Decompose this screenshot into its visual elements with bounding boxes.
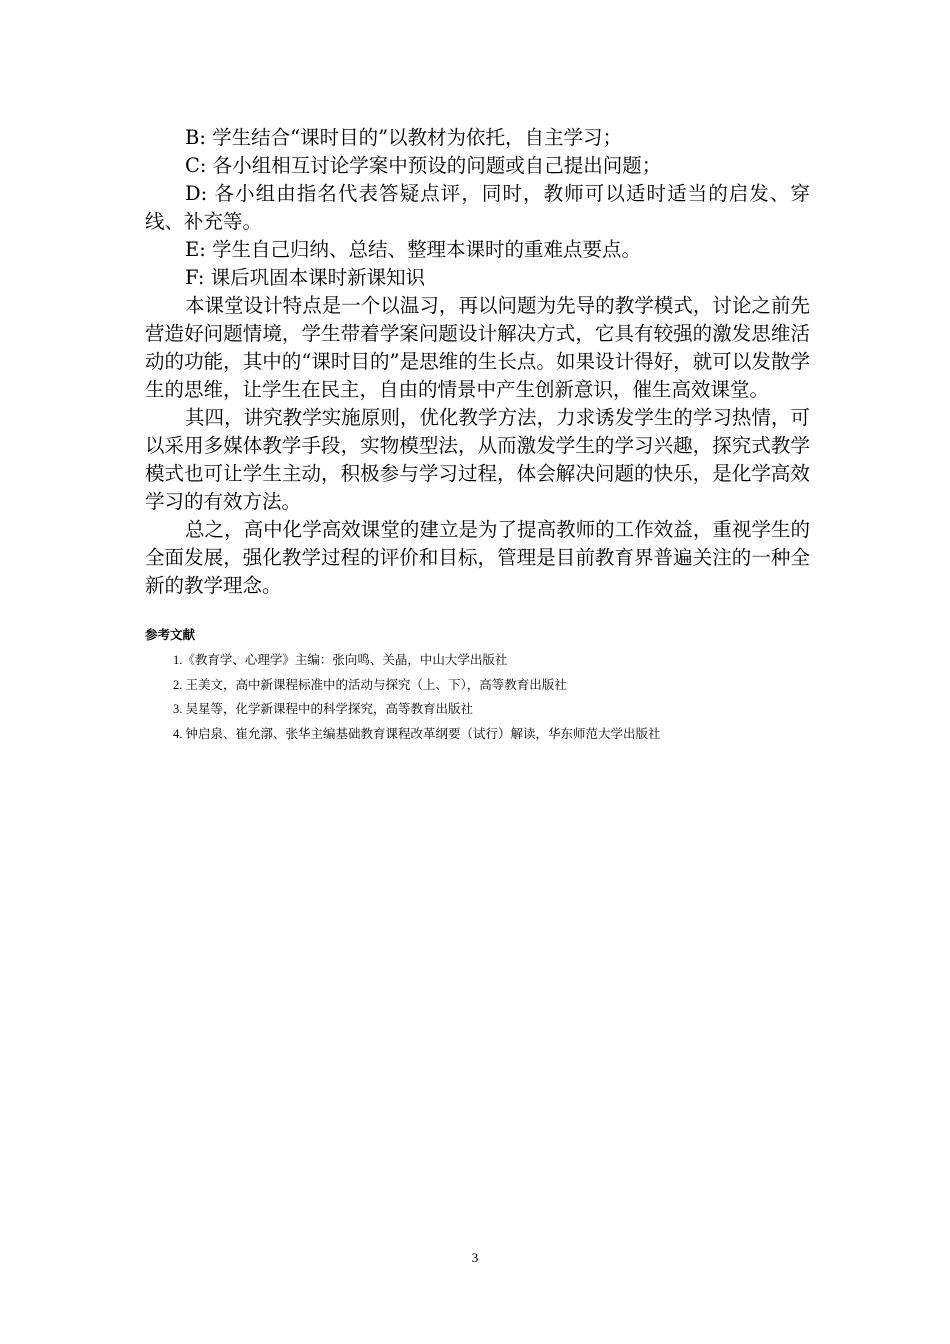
paragraph-step-c: C: 各小组相互讨论学案中预设的问题或自己提出问题； xyxy=(185,154,662,177)
paragraph-principle-four: 其四，讲究教学实施原则，优化教学方法，力求诱发学生的学习热情，可以采用多媒体教学手段，实物模型法，从而激发学生的学习兴趣，探究式教学模式也可让学生主动，积极参与学习过程，体会解决问题的快乐，是化学高效学习的有效方法。 xyxy=(145,406,810,513)
references-section xyxy=(145,626,825,750)
reference-item: 3. 吴星等，化学新课程中的科学探究，高等教育出版社 xyxy=(173,702,474,716)
reference-item: 1.《教育学、心理学》主编：张向鸣、关晶，中山大学出版社 xyxy=(173,653,508,667)
reference-item: 2. 王美文，高中新课程标准中的活动与探究（上、下），高等教育出版社 xyxy=(173,677,567,692)
paragraph-step-f: F: 课后巩固本课时新课知识 xyxy=(185,266,426,289)
reference-item: 4. 钟启泉、崔允漷、张华主编基础教育课程改革纲要（试行）解读，华东师范大学出版社 xyxy=(173,726,661,741)
references-list xyxy=(145,652,825,742)
paragraph-step-e: E: 学生自己归纳、总结、整理本课时的重难点要点。 xyxy=(185,238,642,261)
paragraph-conclusion: 总之，高中化学高效课堂的建立是为了提高教师的工作效益，重视学生的全面发展，强化教学过程的评价和目标，管理是目前教育界普遍关注的一种全新的教学理念。 xyxy=(145,518,810,597)
body-text xyxy=(145,124,810,600)
paragraph-step-b: B: 学生结合“课时目的”以教材为依托，自主学习； xyxy=(185,126,623,149)
paragraph-step-d: D: 各小组由指名代表答疑点评，同时，教师可以适时适当的启发、穿线、补充等。 xyxy=(145,182,810,233)
page-number: 3 xyxy=(471,1250,479,1265)
references-title: 参考文献 xyxy=(145,627,196,642)
paragraph-design-features: 本课堂设计特点是一个以温习，再以问题为先导的教学模式，讨论之前先营造好问题情境，学生带着学案问题设计解决方式，它具有较强的激发思维活动的功能，其中的“课时目的”是思维的生长点。如果设计得好，就可以发散学生的思维，让学生在民主，自由的情景中产生创新意识，催生高效课堂。 xyxy=(145,294,810,401)
